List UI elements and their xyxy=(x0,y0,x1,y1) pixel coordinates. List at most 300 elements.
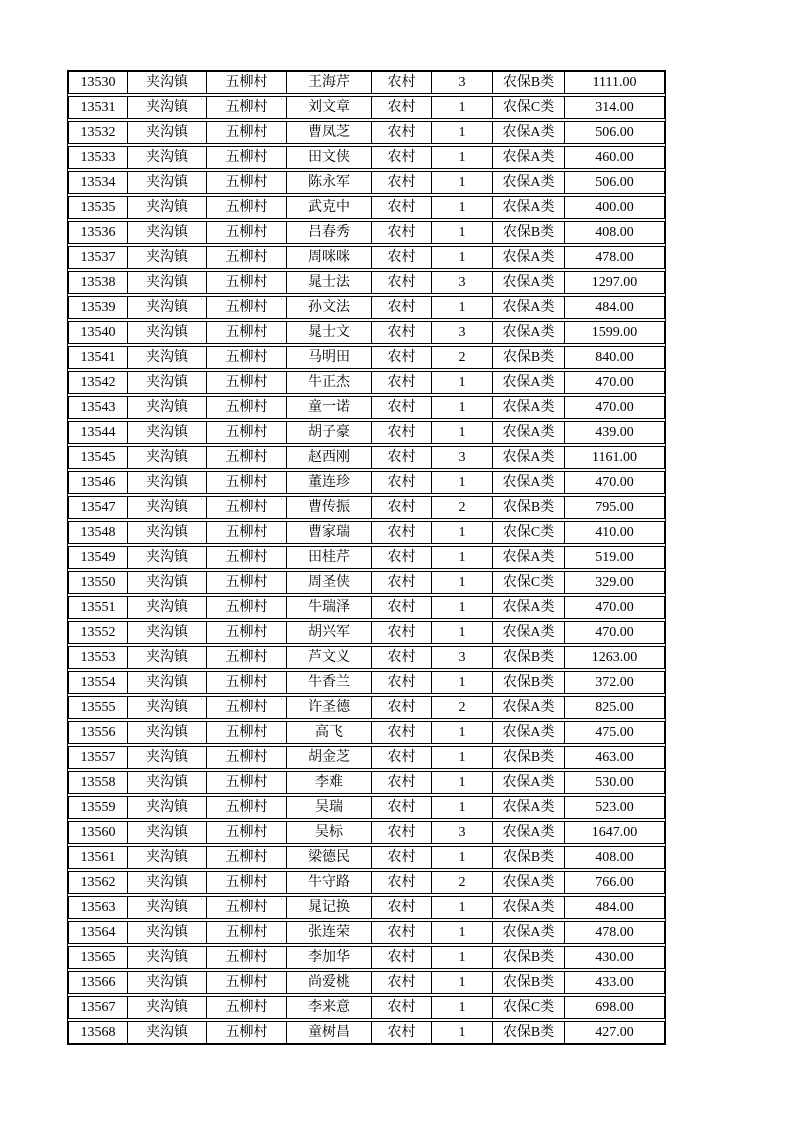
cell-town: 夹沟镇 xyxy=(128,997,207,1018)
cell-village: 五柳村 xyxy=(207,172,287,193)
table-row xyxy=(68,171,665,194)
table-row xyxy=(68,196,665,219)
cell-person-name: 童树昌 xyxy=(287,1022,372,1043)
cell-person-name: 马明田 xyxy=(287,347,372,368)
cell-insurance-category: 农保B类 xyxy=(493,947,565,968)
cell-amount: 470.00 xyxy=(595,475,634,490)
cell-person-name: 胡金芝 xyxy=(287,747,372,768)
cell-serial-number: 13555 xyxy=(69,697,128,718)
cell-residence-type: 农村 xyxy=(372,647,432,668)
cell-person-name: 刘文章 xyxy=(287,97,372,118)
cell-insurance-category: 农保A类 xyxy=(493,797,565,818)
cell-person-name: 牛守路 xyxy=(287,872,372,893)
cell-town: 夹沟镇 xyxy=(128,897,207,918)
cell-town: 夹沟镇 xyxy=(128,372,207,393)
table-row xyxy=(68,696,665,719)
cell-person-count: 1 xyxy=(432,372,493,393)
cell-residence-type: 农村 xyxy=(372,747,432,768)
cell-amount: 439.00 xyxy=(595,425,634,440)
cell-serial-number: 13550 xyxy=(69,572,128,593)
cell-person-name: 周圣侠 xyxy=(287,572,372,593)
cell-village: 五柳村 xyxy=(207,822,287,843)
cell-residence-type: 农村 xyxy=(372,522,432,543)
cell-amount: 430.00 xyxy=(595,950,634,965)
table-row xyxy=(68,971,665,994)
table-row xyxy=(68,1021,665,1044)
cell-amount: 433.00 xyxy=(595,975,634,990)
cell-insurance-category: 农保A类 xyxy=(493,822,565,843)
cell-serial-number: 13558 xyxy=(69,772,128,793)
table-row xyxy=(68,596,665,619)
cell-person-name: 吕春秀 xyxy=(287,222,372,243)
cell-amount: 460.00 xyxy=(595,150,634,165)
cell-village: 五柳村 xyxy=(207,572,287,593)
cell-person-count: 2 xyxy=(432,497,493,518)
cell-serial-number: 13543 xyxy=(69,397,128,418)
cell-amount: 314.00 xyxy=(595,100,634,115)
table-row xyxy=(68,546,665,569)
cell-insurance-category: 农保A类 xyxy=(493,422,565,443)
cell-residence-type: 农村 xyxy=(372,422,432,443)
cell-village: 五柳村 xyxy=(207,247,287,268)
table-row xyxy=(68,271,665,294)
cell-person-name: 牛瑞泽 xyxy=(287,597,372,618)
cell-serial-number: 13565 xyxy=(69,947,128,968)
cell-serial-number: 13534 xyxy=(69,172,128,193)
cell-town: 夹沟镇 xyxy=(128,1022,207,1043)
cell-village: 五柳村 xyxy=(207,297,287,318)
cell-insurance-category: 农保B类 xyxy=(493,1022,565,1043)
cell-person-count: 3 xyxy=(432,272,493,293)
cell-person-count: 1 xyxy=(432,1022,493,1043)
cell-person-count: 1 xyxy=(432,622,493,643)
cell-amount: 329.00 xyxy=(595,575,634,590)
cell-insurance-category: 农保A类 xyxy=(493,197,565,218)
cell-serial-number: 13531 xyxy=(69,97,128,118)
cell-town: 夹沟镇 xyxy=(128,497,207,518)
cell-village: 五柳村 xyxy=(207,722,287,743)
cell-person-count: 1 xyxy=(432,97,493,118)
cell-village: 五柳村 xyxy=(207,972,287,993)
cell-insurance-category: 农保A类 xyxy=(493,547,565,568)
cell-residence-type: 农村 xyxy=(372,847,432,868)
cell-person-count: 3 xyxy=(432,647,493,668)
cell-amount: 506.00 xyxy=(595,125,634,140)
cell-amount: 484.00 xyxy=(595,300,634,315)
table-row xyxy=(68,796,665,819)
cell-person-count: 1 xyxy=(432,897,493,918)
cell-town: 夹沟镇 xyxy=(128,272,207,293)
cell-village: 五柳村 xyxy=(207,97,287,118)
cell-residence-type: 农村 xyxy=(372,697,432,718)
cell-person-name: 张连荣 xyxy=(287,922,372,943)
cell-town: 夹沟镇 xyxy=(128,572,207,593)
cell-insurance-category: 农保B类 xyxy=(493,672,565,693)
cell-serial-number: 13535 xyxy=(69,197,128,218)
cell-person-name: 梁德民 xyxy=(287,847,372,868)
cell-town: 夹沟镇 xyxy=(128,672,207,693)
cell-person-name: 赵西刚 xyxy=(287,447,372,468)
cell-person-name: 吴标 xyxy=(287,822,372,843)
cell-amount: 427.00 xyxy=(595,1025,634,1040)
cell-amount: 484.00 xyxy=(595,900,634,915)
cell-residence-type: 农村 xyxy=(372,297,432,318)
table-row xyxy=(68,946,665,969)
table-row xyxy=(68,571,665,594)
cell-serial-number: 13568 xyxy=(69,1022,128,1043)
table-row xyxy=(68,771,665,794)
table-row xyxy=(68,896,665,919)
cell-residence-type: 农村 xyxy=(372,122,432,143)
cell-serial-number: 13538 xyxy=(69,272,128,293)
cell-town: 夹沟镇 xyxy=(128,222,207,243)
cell-person-count: 1 xyxy=(432,222,493,243)
cell-serial-number: 13552 xyxy=(69,622,128,643)
cell-amount: 470.00 xyxy=(595,375,634,390)
cell-town: 夹沟镇 xyxy=(128,297,207,318)
table-row xyxy=(68,821,665,844)
cell-town: 夹沟镇 xyxy=(128,247,207,268)
cell-person-count: 3 xyxy=(432,822,493,843)
cell-person-name: 王海芹 xyxy=(287,72,372,93)
cell-insurance-category: 农保A类 xyxy=(493,872,565,893)
cell-residence-type: 农村 xyxy=(372,947,432,968)
cell-village: 五柳村 xyxy=(207,322,287,343)
cell-residence-type: 农村 xyxy=(372,822,432,843)
cell-amount: 470.00 xyxy=(595,400,634,415)
cell-insurance-category: 农保A类 xyxy=(493,897,565,918)
cell-insurance-category: 农保A类 xyxy=(493,622,565,643)
cell-town: 夹沟镇 xyxy=(128,947,207,968)
cell-residence-type: 农村 xyxy=(372,372,432,393)
cell-residence-type: 农村 xyxy=(372,72,432,93)
cell-serial-number: 13564 xyxy=(69,922,128,943)
cell-village: 五柳村 xyxy=(207,122,287,143)
cell-amount: 506.00 xyxy=(595,175,634,190)
cell-residence-type: 农村 xyxy=(372,397,432,418)
cell-serial-number: 13541 xyxy=(69,347,128,368)
cell-person-count: 1 xyxy=(432,597,493,618)
cell-amount: 400.00 xyxy=(595,200,634,215)
cell-person-name: 曹传振 xyxy=(287,497,372,518)
cell-person-name: 武克中 xyxy=(287,197,372,218)
cell-residence-type: 农村 xyxy=(372,1022,432,1043)
table-row xyxy=(68,996,665,1019)
cell-serial-number: 13533 xyxy=(69,147,128,168)
cell-residence-type: 农村 xyxy=(372,497,432,518)
table-row xyxy=(68,246,665,269)
cell-amount: 1297.00 xyxy=(591,275,638,290)
cell-insurance-category: 农保A类 xyxy=(493,722,565,743)
table-row xyxy=(68,321,665,344)
cell-town: 夹沟镇 xyxy=(128,122,207,143)
cell-person-name: 周咪咪 xyxy=(287,247,372,268)
cell-person-count: 1 xyxy=(432,472,493,493)
cell-person-count: 3 xyxy=(432,322,493,343)
cell-person-count: 2 xyxy=(432,872,493,893)
cell-town: 夹沟镇 xyxy=(128,772,207,793)
cell-residence-type: 农村 xyxy=(372,572,432,593)
cell-insurance-category: 农保A类 xyxy=(493,922,565,943)
cell-person-name: 胡兴军 xyxy=(287,622,372,643)
cell-insurance-category: 农保C类 xyxy=(493,97,565,118)
cell-town: 夹沟镇 xyxy=(128,397,207,418)
cell-town: 夹沟镇 xyxy=(128,647,207,668)
cell-person-name: 许圣德 xyxy=(287,697,372,718)
cell-serial-number: 13544 xyxy=(69,422,128,443)
cell-village: 五柳村 xyxy=(207,922,287,943)
cell-person-name: 晁记换 xyxy=(287,897,372,918)
cell-town: 夹沟镇 xyxy=(128,447,207,468)
cell-insurance-category: 农保A类 xyxy=(493,472,565,493)
cell-village: 五柳村 xyxy=(207,547,287,568)
cell-insurance-category: 农保C类 xyxy=(493,522,565,543)
cell-insurance-category: 农保B类 xyxy=(493,347,565,368)
cell-town: 夹沟镇 xyxy=(128,922,207,943)
cell-person-name: 董连珍 xyxy=(287,472,372,493)
cell-person-count: 1 xyxy=(432,997,493,1018)
cell-amount: 478.00 xyxy=(595,250,634,265)
cell-person-name: 吴瑞 xyxy=(287,797,372,818)
cell-amount: 470.00 xyxy=(595,625,634,640)
cell-serial-number: 13560 xyxy=(69,822,128,843)
cell-residence-type: 农村 xyxy=(372,772,432,793)
cell-serial-number: 13563 xyxy=(69,897,128,918)
cell-residence-type: 农村 xyxy=(372,272,432,293)
cell-village: 五柳村 xyxy=(207,522,287,543)
cell-residence-type: 农村 xyxy=(372,672,432,693)
cell-person-count: 2 xyxy=(432,347,493,368)
cell-insurance-category: 农保A类 xyxy=(493,297,565,318)
cell-insurance-category: 农保A类 xyxy=(493,397,565,418)
cell-amount: 478.00 xyxy=(595,925,634,940)
cell-town: 夹沟镇 xyxy=(128,697,207,718)
cell-serial-number: 13545 xyxy=(69,447,128,468)
cell-town: 夹沟镇 xyxy=(128,472,207,493)
cell-residence-type: 农村 xyxy=(372,797,432,818)
cell-serial-number: 13556 xyxy=(69,722,128,743)
cell-serial-number: 13566 xyxy=(69,972,128,993)
cell-amount: 1647.00 xyxy=(591,825,638,840)
table-row xyxy=(68,846,665,869)
cell-person-count: 1 xyxy=(432,672,493,693)
cell-village: 五柳村 xyxy=(207,222,287,243)
cell-person-count: 1 xyxy=(432,772,493,793)
cell-village: 五柳村 xyxy=(207,947,287,968)
cell-village: 五柳村 xyxy=(207,147,287,168)
cell-village: 五柳村 xyxy=(207,397,287,418)
cell-person-count: 2 xyxy=(432,697,493,718)
cell-serial-number: 13554 xyxy=(69,672,128,693)
cell-person-name: 牛正杰 xyxy=(287,372,372,393)
cell-amount: 463.00 xyxy=(595,750,634,765)
cell-amount: 1161.00 xyxy=(592,450,637,465)
cell-serial-number: 13532 xyxy=(69,122,128,143)
cell-town: 夹沟镇 xyxy=(128,322,207,343)
cell-insurance-category: 农保B类 xyxy=(493,847,565,868)
cell-serial-number: 13553 xyxy=(69,647,128,668)
cell-person-name: 田桂芹 xyxy=(287,547,372,568)
cell-residence-type: 农村 xyxy=(372,547,432,568)
cell-amount: 372.00 xyxy=(595,675,634,690)
cell-village: 五柳村 xyxy=(207,347,287,368)
cell-person-name: 晁士文 xyxy=(287,322,372,343)
cell-village: 五柳村 xyxy=(207,622,287,643)
cell-residence-type: 农村 xyxy=(372,97,432,118)
cell-person-count: 3 xyxy=(432,72,493,93)
cell-serial-number: 13562 xyxy=(69,872,128,893)
table-row xyxy=(68,621,665,644)
cell-person-count: 1 xyxy=(432,197,493,218)
cell-residence-type: 农村 xyxy=(372,322,432,343)
cell-village: 五柳村 xyxy=(207,1022,287,1043)
table-row xyxy=(68,296,665,319)
cell-village: 五柳村 xyxy=(207,472,287,493)
cell-amount: 410.00 xyxy=(595,525,634,540)
cell-person-count: 1 xyxy=(432,397,493,418)
table-row xyxy=(68,646,665,669)
cell-town: 夹沟镇 xyxy=(128,747,207,768)
cell-person-count: 1 xyxy=(432,747,493,768)
table-row xyxy=(68,221,665,244)
data-table xyxy=(67,70,666,1045)
cell-town: 夹沟镇 xyxy=(128,197,207,218)
cell-amount: 408.00 xyxy=(595,225,634,240)
cell-village: 五柳村 xyxy=(207,372,287,393)
cell-amount: 530.00 xyxy=(595,775,634,790)
cell-town: 夹沟镇 xyxy=(128,797,207,818)
cell-serial-number: 13547 xyxy=(69,497,128,518)
cell-village: 五柳村 xyxy=(207,747,287,768)
cell-town: 夹沟镇 xyxy=(128,847,207,868)
cell-town: 夹沟镇 xyxy=(128,72,207,93)
cell-residence-type: 农村 xyxy=(372,722,432,743)
cell-amount: 470.00 xyxy=(595,600,634,615)
cell-residence-type: 农村 xyxy=(372,472,432,493)
cell-insurance-category: 农保B类 xyxy=(493,222,565,243)
cell-serial-number: 13567 xyxy=(69,997,128,1018)
cell-insurance-category: 农保B类 xyxy=(493,72,565,93)
table-row xyxy=(68,496,665,519)
cell-village: 五柳村 xyxy=(207,447,287,468)
cell-town: 夹沟镇 xyxy=(128,622,207,643)
cell-amount: 698.00 xyxy=(595,1000,634,1015)
cell-town: 夹沟镇 xyxy=(128,97,207,118)
cell-insurance-category: 农保B类 xyxy=(493,972,565,993)
cell-residence-type: 农村 xyxy=(372,872,432,893)
cell-village: 五柳村 xyxy=(207,672,287,693)
cell-insurance-category: 农保A类 xyxy=(493,447,565,468)
cell-residence-type: 农村 xyxy=(372,897,432,918)
cell-town: 夹沟镇 xyxy=(128,172,207,193)
cell-residence-type: 农村 xyxy=(372,997,432,1018)
cell-village: 五柳村 xyxy=(207,897,287,918)
cell-residence-type: 农村 xyxy=(372,147,432,168)
cell-person-name: 童一诺 xyxy=(287,397,372,418)
cell-village: 五柳村 xyxy=(207,697,287,718)
cell-insurance-category: 农保C类 xyxy=(493,997,565,1018)
cell-person-count: 1 xyxy=(432,147,493,168)
cell-residence-type: 农村 xyxy=(372,347,432,368)
cell-person-count: 1 xyxy=(432,172,493,193)
cell-insurance-category: 农保A类 xyxy=(493,597,565,618)
cell-village: 五柳村 xyxy=(207,772,287,793)
cell-village: 五柳村 xyxy=(207,872,287,893)
cell-residence-type: 农村 xyxy=(372,197,432,218)
table-row xyxy=(68,446,665,469)
cell-insurance-category: 农保A类 xyxy=(493,272,565,293)
cell-person-count: 1 xyxy=(432,522,493,543)
cell-insurance-category: 农保A类 xyxy=(493,247,565,268)
cell-person-count: 1 xyxy=(432,122,493,143)
cell-town: 夹沟镇 xyxy=(128,422,207,443)
cell-person-count: 1 xyxy=(432,972,493,993)
cell-town: 夹沟镇 xyxy=(128,972,207,993)
cell-serial-number: 13546 xyxy=(69,472,128,493)
cell-insurance-category: 农保C类 xyxy=(493,572,565,593)
table-row xyxy=(68,146,665,169)
cell-insurance-category: 农保A类 xyxy=(493,697,565,718)
cell-residence-type: 农村 xyxy=(372,447,432,468)
cell-amount: 795.00 xyxy=(595,500,634,515)
cell-residence-type: 农村 xyxy=(372,597,432,618)
cell-residence-type: 农村 xyxy=(372,247,432,268)
cell-person-name: 高飞 xyxy=(287,722,372,743)
cell-town: 夹沟镇 xyxy=(128,822,207,843)
cell-town: 夹沟镇 xyxy=(128,547,207,568)
cell-person-name: 曹凤芝 xyxy=(287,122,372,143)
cell-insurance-category: 农保A类 xyxy=(493,147,565,168)
cell-town: 夹沟镇 xyxy=(128,597,207,618)
cell-person-count: 1 xyxy=(432,547,493,568)
cell-person-name: 陈永军 xyxy=(287,172,372,193)
cell-person-name: 孙文法 xyxy=(287,297,372,318)
cell-person-count: 1 xyxy=(432,297,493,318)
table-row xyxy=(68,746,665,769)
cell-insurance-category: 农保A类 xyxy=(493,372,565,393)
table-row xyxy=(68,421,665,444)
table-row xyxy=(68,721,665,744)
cell-person-name: 芦文义 xyxy=(287,647,372,668)
cell-person-count: 3 xyxy=(432,447,493,468)
table-row xyxy=(68,471,665,494)
cell-amount: 1599.00 xyxy=(591,325,638,340)
cell-serial-number: 13542 xyxy=(69,372,128,393)
cell-person-name: 曹家瑞 xyxy=(287,522,372,543)
cell-village: 五柳村 xyxy=(207,497,287,518)
cell-serial-number: 13561 xyxy=(69,847,128,868)
cell-insurance-category: 农保A类 xyxy=(493,772,565,793)
cell-town: 夹沟镇 xyxy=(128,347,207,368)
table-row xyxy=(68,346,665,369)
cell-town: 夹沟镇 xyxy=(128,722,207,743)
cell-person-name: 李加华 xyxy=(287,947,372,968)
cell-amount: 519.00 xyxy=(595,550,634,565)
cell-residence-type: 农村 xyxy=(372,172,432,193)
cell-amount: 1111.00 xyxy=(592,75,637,90)
cell-serial-number: 13557 xyxy=(69,747,128,768)
cell-village: 五柳村 xyxy=(207,272,287,293)
cell-serial-number: 13537 xyxy=(69,247,128,268)
cell-amount: 475.00 xyxy=(595,725,634,740)
cell-serial-number: 13540 xyxy=(69,322,128,343)
cell-residence-type: 农村 xyxy=(372,972,432,993)
cell-person-name: 李难 xyxy=(287,772,372,793)
cell-person-name: 尚爱桃 xyxy=(287,972,372,993)
cell-amount: 840.00 xyxy=(595,350,634,365)
table-row xyxy=(68,96,665,119)
cell-person-name: 田文侠 xyxy=(287,147,372,168)
